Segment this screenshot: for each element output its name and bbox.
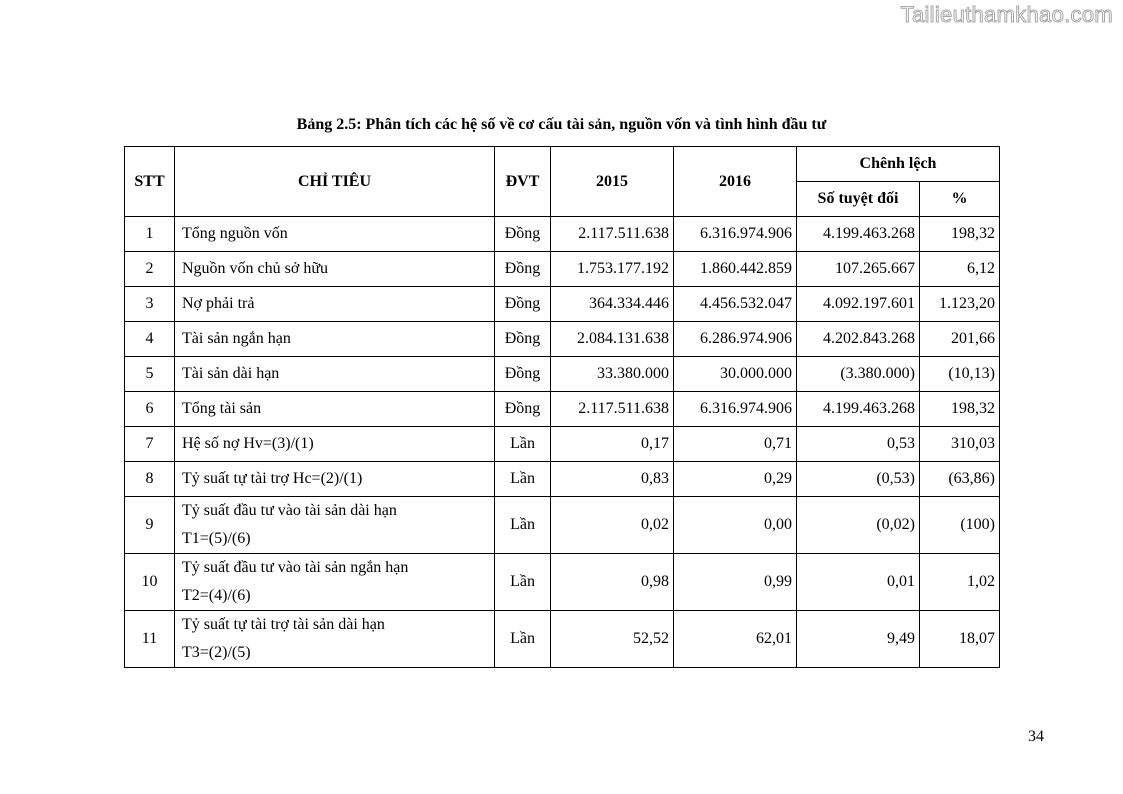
table-row [125,554,1000,611]
cell-2015: 2.117.511.638 [551,217,674,252]
cell-2015: 0,83 [551,462,674,497]
page-number: 34 [1028,728,1044,745]
cell-chi-tieu [175,611,495,668]
cell-dvt: Đồng [495,252,551,287]
table-row [125,427,1000,462]
cell-percent: 1,02 [920,554,1000,611]
cell-dvt: Đồng [495,322,551,357]
cell-percent: (100) [920,497,1000,554]
cell-percent: (10,13) [920,357,1000,392]
header-percent: % [920,182,1000,217]
header-chenh-lech: Chênh lệch [797,147,1000,182]
cell-percent: 310,03 [920,427,1000,462]
cell-so-tuyet-doi: (0,02) [797,497,920,554]
cell-so-tuyet-doi: 107.265.667 [797,252,920,287]
watermark: Tailieuthamkhao.com [900,2,1113,27]
cell-2016: 0,00 [674,497,797,554]
cell-2015: 52,52 [551,611,674,668]
cell-percent: (63,86) [920,462,1000,497]
cell-2016: 6.286.974.906 [674,322,797,357]
cell-stt: 3 [125,287,175,322]
table-row [125,252,1000,287]
cell-2016: 1.860.442.859 [674,252,797,287]
cell-so-tuyet-doi: 9,49 [797,611,920,668]
cell-stt: 6 [125,392,175,427]
cell-2016: 0,99 [674,554,797,611]
cell-stt: 4 [125,322,175,357]
cell-chi-tieu-line1: Tỷ suất đầu tư vào tài sản dài hạn [182,502,397,519]
cell-2015: 0,17 [551,427,674,462]
cell-2016: 0,71 [674,427,797,462]
cell-2016: 6.316.974.906 [674,392,797,427]
table-row [125,322,1000,357]
cell-percent: 198,32 [920,217,1000,252]
cell-chi-tieu [175,497,495,554]
header-stt: STT [125,147,175,217]
cell-chi-tieu: Tổng tài sản [175,392,495,427]
table-body [125,217,1000,668]
table-row [125,497,1000,554]
cell-2016: 62,01 [674,611,797,668]
cell-dvt: Lần [495,462,551,497]
cell-percent: 6,12 [920,252,1000,287]
cell-2015: 1.753.177.192 [551,252,674,287]
cell-stt: 1 [125,217,175,252]
cell-stt: 2 [125,252,175,287]
cell-2015: 0,02 [551,497,674,554]
cell-dvt: Lần [495,497,551,554]
cell-stt: 7 [125,427,175,462]
cell-2016: 4.456.532.047 [674,287,797,322]
cell-so-tuyet-doi: 0,53 [797,427,920,462]
cell-dvt: Lần [495,427,551,462]
header-dvt: ĐVT [495,147,551,217]
table-row [125,357,1000,392]
cell-chi-tieu [175,554,495,611]
cell-chi-tieu: Tổng nguồn vốn [175,217,495,252]
cell-2015: 364.334.446 [551,287,674,322]
cell-stt: 11 [125,611,175,668]
header-so-tuyet-doi: Số tuyệt đối [797,182,920,217]
cell-dvt: Đồng [495,287,551,322]
cell-chi-tieu: Nợ phải trả [175,287,495,322]
table-row [125,287,1000,322]
cell-dvt: Đồng [495,392,551,427]
cell-2016: 6.316.974.906 [674,217,797,252]
cell-chi-tieu-line2: T1=(5)/(6) [182,530,251,547]
table-row [125,462,1000,497]
cell-chi-tieu-line1: Tỷ suất đầu tư vào tài sản ngắn hạn [182,559,409,576]
cell-chi-tieu: Hệ số nợ Hv=(3)/(1) [175,427,495,462]
table-row [125,392,1000,427]
cell-chi-tieu-line1: Tỷ suất tự tài trợ tài sản dài hạn [182,616,385,633]
cell-stt: 5 [125,357,175,392]
cell-chi-tieu: Tài sản dài hạn [175,357,495,392]
header-chi-tieu: CHỈ TIÊU [175,147,495,217]
cell-2015: 2.084.131.638 [551,322,674,357]
cell-stt: 8 [125,462,175,497]
table-caption: Bảng 2.5: Phân tích các hệ số về cơ cấu tài sản, nguồn vốn và tình hình đầu tư [296,116,827,133]
cell-chi-tieu-line2: T2=(4)/(6) [182,587,251,604]
cell-percent: 1.123,20 [920,287,1000,322]
cell-stt: 10 [125,554,175,611]
cell-so-tuyet-doi: 4.202.843.268 [797,322,920,357]
cell-2015: 0,98 [551,554,674,611]
cell-percent: 198,32 [920,392,1000,427]
header-2015: 2015 [551,147,674,217]
cell-chi-tieu: Tỷ suất tự tài trợ Hc=(2)/(1) [175,462,495,497]
cell-percent: 18,07 [920,611,1000,668]
cell-chi-tieu: Nguồn vốn chủ sở hữu [175,252,495,287]
cell-2015: 2.117.511.638 [551,392,674,427]
cell-percent: 201,66 [920,322,1000,357]
cell-2016: 0,29 [674,462,797,497]
cell-so-tuyet-doi: 4.199.463.268 [797,217,920,252]
table-row [125,611,1000,668]
cell-stt: 9 [125,497,175,554]
cell-dvt: Đồng [495,357,551,392]
cell-so-tuyet-doi: 4.199.463.268 [797,392,920,427]
cell-so-tuyet-doi: (0,53) [797,462,920,497]
cell-dvt: Đồng [495,217,551,252]
cell-2015: 33.380.000 [551,357,674,392]
analysis-table [124,146,1000,668]
cell-chi-tieu: Tài sản ngắn hạn [175,322,495,357]
cell-so-tuyet-doi: 4.092.197.601 [797,287,920,322]
cell-chi-tieu-line2: T3=(2)/(5) [182,644,251,661]
cell-dvt: Lần [495,554,551,611]
cell-dvt: Lần [495,611,551,668]
header-2016: 2016 [674,147,797,217]
cell-so-tuyet-doi: 0,01 [797,554,920,611]
table-row [125,217,1000,252]
cell-2016: 30.000.000 [674,357,797,392]
cell-so-tuyet-doi: (3.380.000) [797,357,920,392]
